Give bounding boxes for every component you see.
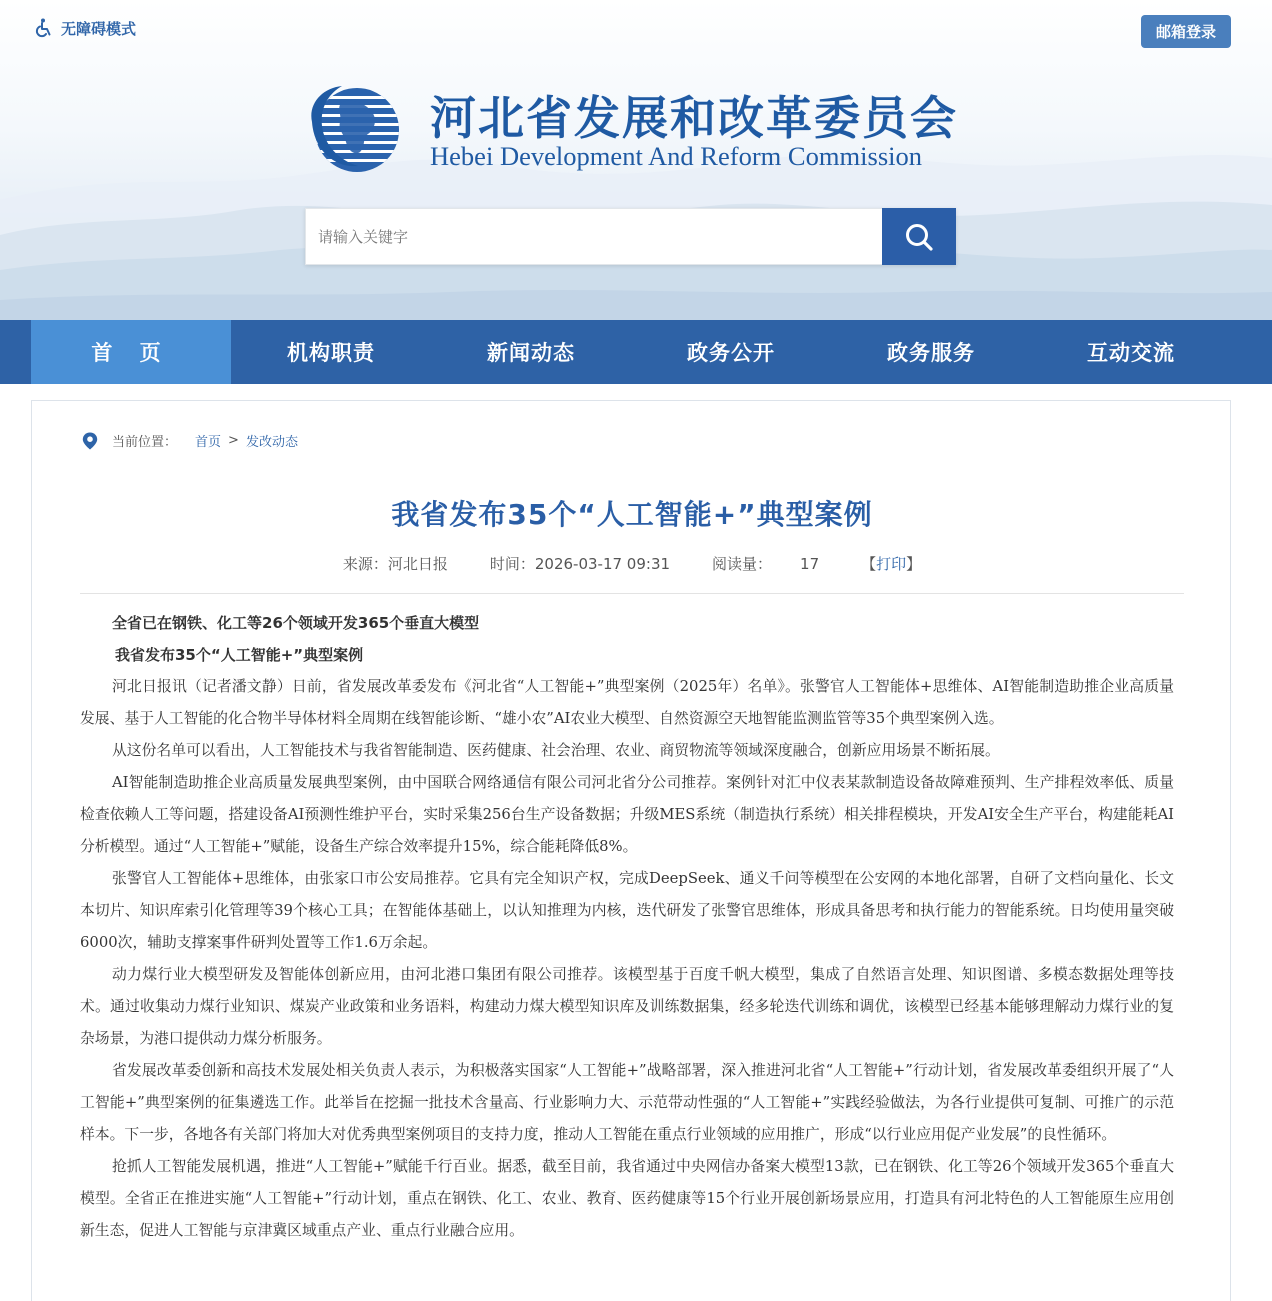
nav-item-organization[interactable]: 机构职责 xyxy=(287,341,375,365)
nav-item-government-affairs[interactable]: 政务公开 xyxy=(687,341,775,365)
nav-item-government-services[interactable]: 政务服务 xyxy=(887,341,975,365)
article-paragraph: 动力煤行业大模型研发及智能体创新应用，由河北港口集团有限公司推荐。该模型基于百度千帆大模型，集成了自然语言处理、知识图谱、多模态数据处理等技术。通过收集动力煤行业知识、煤炭产业政策和业务语料，构建动力煤大模型知识库及训练数据集，经多轮迭代训练和调优，该模型已经基本能够理解动力煤行业的复杂场景，为港口提供动力煤分析服务。 xyxy=(80,966,1174,1047)
nav-item-interaction[interactable]: 互动交流 xyxy=(1087,341,1175,365)
time-value: 2026-03-17 09:31 xyxy=(534,555,671,573)
print-link[interactable]: 打印 xyxy=(876,555,907,573)
breadcrumb-separator: > xyxy=(228,433,239,448)
article-body xyxy=(80,607,1174,1247)
search-button[interactable] xyxy=(882,208,956,265)
source-value: 河北日报 xyxy=(387,555,448,573)
breadcrumb-current-link[interactable]: 发改动态 xyxy=(245,435,298,450)
search-bar xyxy=(305,208,956,265)
commission-logo-icon xyxy=(302,82,408,174)
mail-login-button[interactable]: 邮箱登录 xyxy=(1141,15,1231,48)
breadcrumb-home-link[interactable]: 首页 xyxy=(195,435,222,450)
article-paragraph: 抢抓人工智能发展机遇，推进“人工智能+”赋能千行百业。据悉，截至目前，我省通过中央网信办备案大模型13款，已在钢铁、化工等26个领域开发365个垂直大模型。全省正在推进实施“人工智能+”行动计划，重点在钢铁、化工、农业、教育、医药健康等15个行业开展创新场景应用，打造具有河北特色的人工智能原生应用创新生态，促进人工智能与京津冀区域重点产业、重点行业融合应用。 xyxy=(80,1158,1174,1239)
views-value: 17 xyxy=(800,555,820,573)
accessibility-mode-toggle[interactable] xyxy=(34,17,136,39)
source-label: 来源： xyxy=(342,555,388,573)
nav-item-home[interactable]: 首 页 xyxy=(31,320,231,384)
time-label: 时间： xyxy=(489,555,535,573)
print-bracket-close: 】 xyxy=(906,555,922,573)
search-input[interactable] xyxy=(305,208,882,265)
article-paragraph: AI智能制造助推企业高质量发展典型案例，由中国联合网络通信有限公司河北省分公司推荐。案例针对汇中仪表某款制造设备故障难预判、生产排程效率低、质量检查依赖人工等问题，搭建设备AI预测性维护平台，实时采集256台生产设备数据；升级MES系统（制造执行系统）相关排程模块，开发AI安全生产平台，构建能耗AI分析模型。通过“人工智能+”赋能，设备生产综合效率提升15%，综合能耗降低8%。 xyxy=(80,774,1174,855)
divider xyxy=(80,593,1184,594)
main-navigation xyxy=(0,320,1272,384)
article-subtitle: 全省已在钢铁、化工等26个领域开发365个垂直大模型 xyxy=(112,614,480,632)
article-container xyxy=(31,400,1231,1301)
site-header xyxy=(0,0,1272,320)
article-paragraph: 从这份名单可以看出，人工智能技术与我省智能制造、医药健康、社会治理、农业、商贸物流等领域深度融合，创新应用场景不断拓展。 xyxy=(112,742,1000,759)
article-subtitle-secondary: 我省发布35个“人工智能+”典型案例 xyxy=(115,646,364,664)
breadcrumb xyxy=(82,431,298,450)
nav-item-news[interactable]: 新闻动态 xyxy=(487,341,575,365)
article-title: 我省发布35个“人工智能+”典型案例 xyxy=(391,498,873,531)
article-meta xyxy=(32,553,1232,574)
article-paragraph: 河北日报讯（记者潘文静）日前，省发展改革委发布《河北省“人工智能+”典型案例（2025年）名单》。张警官人工智能体+思维体、AI智能制造助推企业高质量发展、基于人工智能的化合物半导体材料全周期在线智能诊断、“雄小农”AI农业大模型、自然资源空天地智能监测监管等35个典型案例入选。 xyxy=(80,678,1174,727)
location-pin-icon xyxy=(82,432,98,450)
article-paragraph: 省发展改革委创新和高技术发展处相关负责人表示，为积极落实国家“人工智能+”战略部署，深入推进河北省“人工智能+”行动计划，省发展改革委组织开展了“人工智能+”典型案例的征集遴选工作。此举旨在挖掘一批技术含量高、行业影响力大、示范带动性强的“人工智能+”实践经验做法，为各行业提供可复制、可推广的示范样本。下一步，各地各有关部门将加大对优秀典型案例项目的支持力度，推动人工智能在重点行业领域的应用推广，形成“以行业应用促产业发展”的良性循环。 xyxy=(80,1062,1174,1143)
breadcrumb-prefix: 当前位置： xyxy=(112,435,178,450)
search-icon xyxy=(904,222,934,252)
wheelchair-icon xyxy=(34,18,54,38)
site-title-english: Hebei Development And Reform Commission xyxy=(430,142,923,171)
article-paragraph: 张警官人工智能体+思维体，由张家口市公安局推荐。它具有完全知识产权，完成DeepSeek、通义千问等模型在公安网的本地化部署，自研了文档向量化、长文本切片、知识库索引化管理等39个核心工具；在智能体基础上，以认知推理为内核，迭代研发了张警官思维体，形成具备思考和执行能力的智能系统。日均使用量突破6000次，辅助支撑案事件研判处置等工作1.6万余起。 xyxy=(80,870,1174,951)
accessibility-mode-label: 无障碍模式 xyxy=(61,19,137,38)
site-title-chinese: 河北省发展和改革委员会 xyxy=(430,91,958,145)
print-bracket-open: 【 xyxy=(861,555,877,573)
views-label: 阅读量： xyxy=(712,555,773,573)
